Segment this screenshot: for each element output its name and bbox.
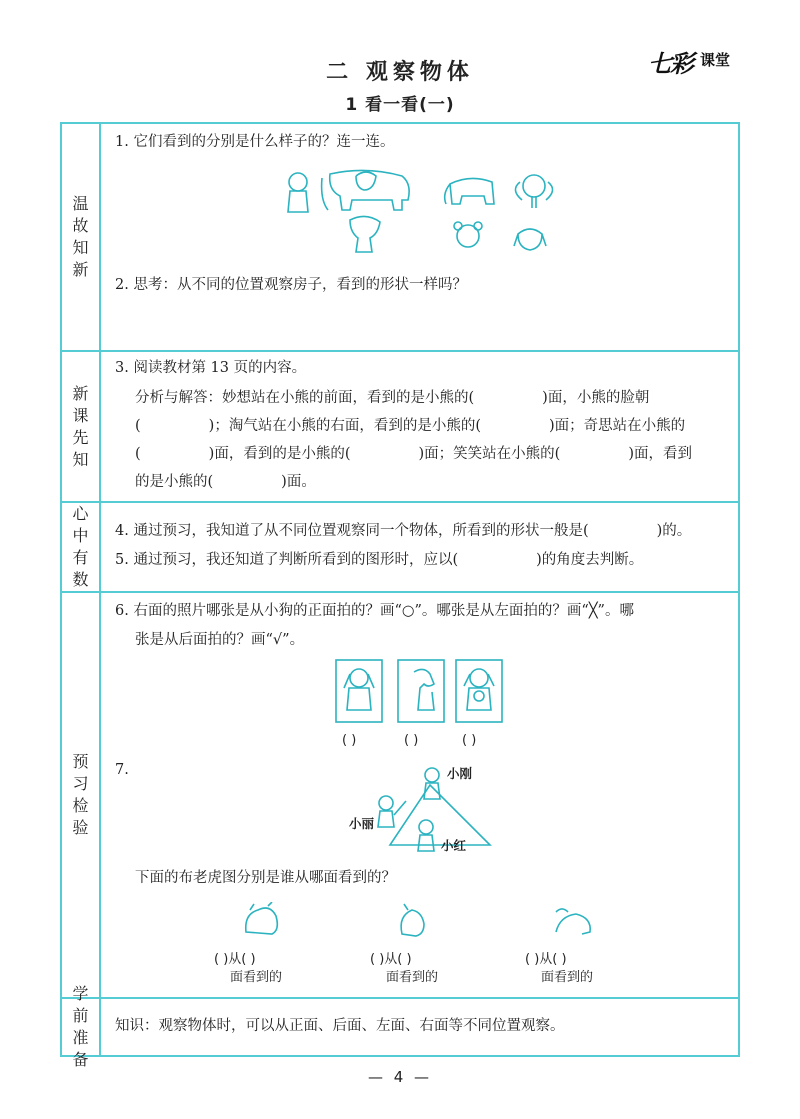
row-divider [60,350,740,352]
tiger-answer-2: ( )从( ) [370,952,412,967]
analysis-line-4: 的是小熊的( )面。 [135,474,316,490]
photo-answer-2: ( ) [404,733,419,748]
name-xiaoli: 小丽 [349,816,375,831]
name-xiaohong: 小红 [441,838,467,853]
question-7-text: 下面的布老虎图分别是谁从哪面看到的？ [135,870,396,886]
question-5: 5. 通过预习，我还知道了判断所看到的图形时，应以( )的角度去判断。 [115,552,644,568]
dog-photos-picture [334,658,504,724]
row-divider [60,591,740,593]
name-xiaogang: 小刚 [447,766,473,781]
section-label-review: 温故知新 [72,194,89,279]
children-triangle-picture [370,765,496,855]
analysis-line-2: ( )；淘气站在小熊的右面，看到的是小熊的( )面；奇思站在小熊的 [135,418,686,434]
section-label-newlesson: 新课先知 [72,383,89,469]
question-3: 3. 阅读教材第 13 页的内容。 [115,360,307,376]
section-label-prep: 学前准备 [72,984,89,1069]
photo-answer-3: ( ) [462,733,477,748]
cloth-tiger-picture [240,902,596,940]
question-6-line-1: 6. 右面的照片哪张是从小狗的正面拍的？画“○”。哪张是从左面拍的？画“╳”。哪 [115,603,634,619]
question-6-line-2: 张是从后面拍的？画“√”。 [135,632,305,648]
tiger-answer-3: ( )从( ) [525,952,567,967]
tiger-answer-1: ( )从( ) [214,952,256,967]
question-7-number: 7. [115,762,129,778]
brand-name-b: 课堂 [700,51,731,69]
brand-name-a: 七彩 [648,50,692,78]
prep-knowledge: 知识：观察物体时，可以从正面、后面、左面、右面等不同位置观察。 [115,1018,565,1034]
photo-answer-1: ( ) [342,733,357,748]
animal-matching-picture [270,160,576,260]
tiger-caption-1: 面看到的 [230,970,283,985]
question-2: 2. 思考：从不同的位置观察房子，看到的形状一样吗？ [115,277,467,293]
row-divider [60,997,740,999]
row-divider [60,501,740,503]
tiger-caption-3: 面看到的 [541,970,594,985]
question-1: 1. 它们看到的分别是什么样子的？连一连。 [115,134,395,150]
analysis-line-3: ( )面，看到的是小熊的( )面；笑笑站在小熊的( )面，看到 [135,446,692,462]
page-number: — 4 — [367,1068,433,1086]
section-label-check: 预习检验 [72,752,89,837]
page-subtitle: 1 看一看(一) [345,95,455,115]
section-label-mind: 心中有数 [72,504,89,589]
tiger-caption-2: 面看到的 [386,970,439,985]
question-4: 4. 通过预习，我知道了从不同位置观察同一个物体，所看到的形状一般是( )的。 [115,523,692,539]
page-title: 二 观察物体 [326,60,474,85]
analysis-line-1: 分析与解答：妙想站在小熊的前面，看到的是小熊的( )面，小熊的脸朝 [135,390,650,406]
